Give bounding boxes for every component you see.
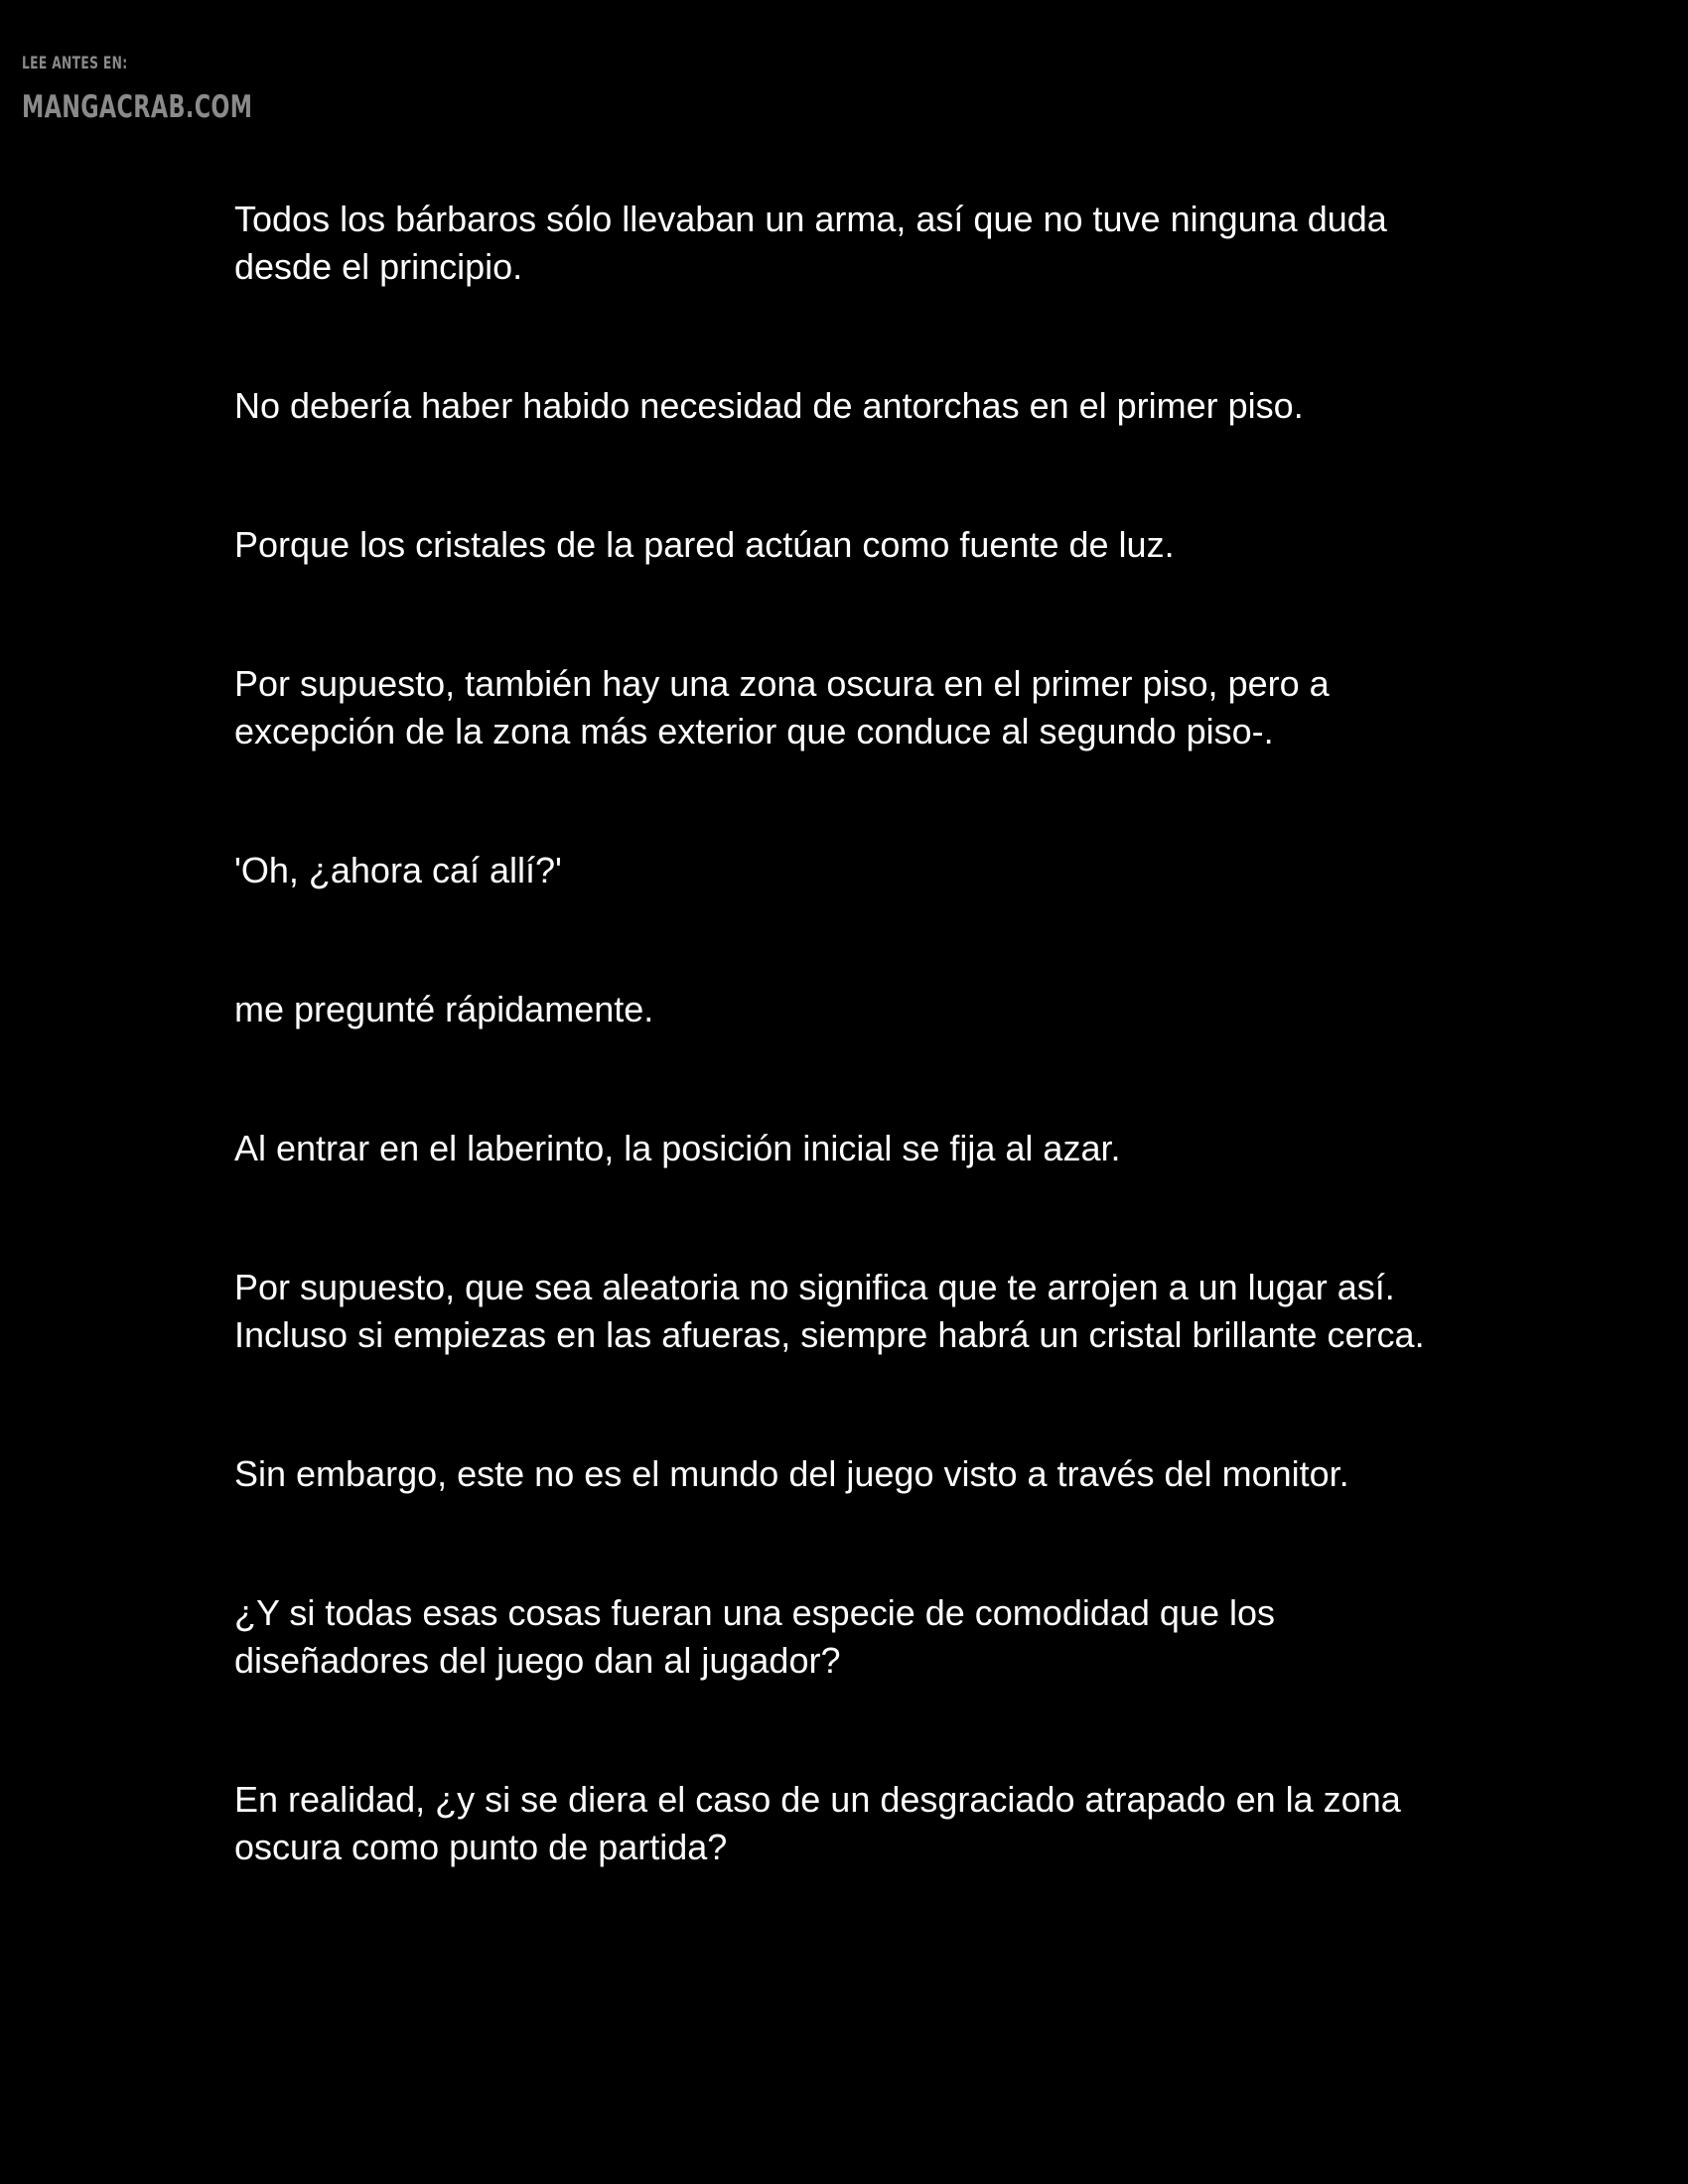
paragraph-4: Por supuesto, también hay una zona oscura en el primer piso, pero a excepción de la zona más exterior que conduce al segundo piso-.	[234, 663, 1330, 751]
paragraph-11: En realidad, ¿y si se diera el caso de un desgraciado atrapado en la zona oscura como punto de partida?	[234, 1779, 1401, 1867]
paragraph-10: ¿Y si todas esas cosas fueran una especie de comodidad que los diseñadores del juego dan al jugador?	[234, 1592, 1275, 1681]
paragraph-7: Al entrar en el laberinto, la posición inicial se fija al azar.	[234, 1128, 1121, 1168]
paragraph-3: Porque los cristales de la pared actúan como fuente de luz.	[234, 524, 1175, 565]
watermark-small-text: LEE ANTES EN:	[22, 54, 128, 73]
paragraph-1: Todos los bárbaros sólo llevaban un arma, así que no tuve ninguna duda desde el principio.	[234, 199, 1387, 287]
site-watermark	[22, 56, 343, 123]
watermark-site-name: MANGACRAB.COM	[22, 89, 253, 125]
paragraph-9: Sin embargo, este no es el mundo del juego visto a través del monitor.	[234, 1453, 1349, 1494]
paragraph-5: 'Oh, ¿ahora caí allí?'	[234, 850, 562, 890]
paragraph-6: me pregunté rápidamente.	[234, 989, 654, 1029]
document-body	[234, 196, 1476, 1871]
paragraph-2: No debería haber habido necesidad de antorchas en el primer piso.	[234, 385, 1304, 426]
paragraph-8: Por supuesto, que sea aleatoria no significa que te arrojen a un lugar así. Incluso si empiezas en las afueras, siempre habrá un cristal brillante cerca.	[234, 1267, 1425, 1355]
